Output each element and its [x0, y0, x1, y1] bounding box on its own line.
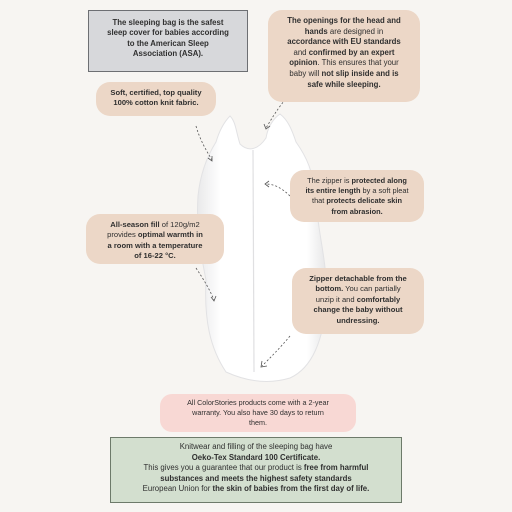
- openings-line-2: [274, 27, 414, 38]
- openings-and: and: [293, 47, 309, 57]
- detachable-line-3: [298, 295, 418, 305]
- warmth-provides: provides: [107, 230, 138, 240]
- zipper-protect-skin: protects delicate skin: [326, 196, 402, 206]
- oeko-guarantee: This gives you a guarantee that our product is: [143, 463, 304, 473]
- openings-opinion: opinion: [289, 58, 318, 68]
- detachable-zipper-note: [292, 268, 424, 334]
- detachable-line-1: Zipper detachable from the: [309, 274, 407, 283]
- openings-line-6: [274, 69, 414, 80]
- openings-line-1: The openings for the head and: [287, 16, 401, 25]
- zipper-protect-intro: The zipper is: [307, 176, 352, 185]
- fabric-line-2: 100% cotton knit fabric.: [113, 98, 199, 107]
- zipper-protect-along: protected along: [351, 176, 407, 185]
- warranty-line-3: them.: [249, 417, 267, 427]
- oeko-line-2: Oeko-Tex Standard 100 Certificate.: [191, 452, 321, 462]
- detachable-line-5: undressing.: [336, 315, 380, 325]
- warmth-line-4: of 16-22 °C.: [134, 251, 176, 261]
- warmth-line-3: a room with a temperature: [107, 240, 203, 250]
- detachable-partially: You can partially: [343, 284, 401, 294]
- asa-line-1: The sleeping bag is the safest: [112, 18, 224, 27]
- zipper-protect-line-4: from abrasion.: [331, 206, 383, 216]
- oeko-line-5: [117, 484, 395, 495]
- warmth-all-season: All-season fill: [110, 220, 160, 229]
- warmth-optimal: optimal warmth in: [137, 230, 203, 240]
- asa-line-4: Association (ASA).: [132, 49, 204, 59]
- asa-line-2: sleep cover for babies according: [107, 28, 229, 38]
- zipper-protect-line-3: [296, 196, 418, 206]
- zipper-protect-length: its entire length: [305, 186, 361, 196]
- detachable-bottom: bottom.: [315, 284, 344, 294]
- zipper-protect-that: that: [312, 196, 327, 206]
- fabric-line-1: Soft, certified, top quality: [110, 88, 202, 97]
- oeko-line-3: [117, 463, 395, 474]
- openings-line-3: accordance with EU standards: [287, 37, 401, 47]
- warranty-line-1: All ColorStories products come with a 2-year: [187, 398, 329, 407]
- oeko-skin-babies: the skin of babies from the first day of life.: [212, 484, 370, 494]
- warmth-line-2: [92, 230, 218, 240]
- openings-designed: are designed in: [327, 26, 384, 36]
- openings-line-7: safe while sleeping.: [307, 79, 381, 89]
- fabric-note: [96, 82, 216, 116]
- detachable-line-2: [298, 284, 418, 294]
- oeko-eu: European Union for: [142, 484, 213, 494]
- zipper-protect-line-1: [296, 176, 418, 186]
- asa-safety-note: [88, 10, 248, 72]
- openings-line-4: [274, 48, 414, 59]
- warmth-line-1: [92, 220, 218, 230]
- oeko-free-harmful: free from harmful: [303, 463, 369, 473]
- openings-line-5: [274, 58, 414, 69]
- openings-ensures: . This ensures that your: [317, 58, 399, 68]
- asa-line-3: to the American Sleep: [127, 38, 209, 48]
- warranty-line-2: warranty. You also have 30 days to return: [192, 407, 324, 417]
- openings-note: [268, 10, 420, 102]
- oeko-line-1: Knitwear and filling of the sleeping bag have: [179, 442, 333, 451]
- oeko-tex-note: [110, 437, 402, 503]
- openings-confirmed: confirmed by an expert: [308, 47, 395, 57]
- zipper-protect-pleat: by a soft pleat: [360, 186, 409, 196]
- warmth-note: [86, 214, 224, 264]
- warmth-fill-weight: of 120g/m2: [159, 220, 200, 229]
- detachable-unzip: unzip it and: [315, 294, 357, 304]
- openings-not-slip: not slip inside and is: [321, 68, 399, 78]
- openings-hands: hands: [304, 26, 328, 36]
- zipper-protection-note: [290, 170, 424, 222]
- oeko-line-4: substances and meets the highest safety standards: [160, 473, 352, 483]
- openings-baby-will: baby will: [289, 68, 322, 78]
- detachable-line-4: change the baby without: [313, 305, 403, 315]
- warranty-note: [160, 394, 356, 432]
- zipper-protect-line-2: [296, 186, 418, 196]
- detachable-comfortably: comfortably: [356, 294, 401, 304]
